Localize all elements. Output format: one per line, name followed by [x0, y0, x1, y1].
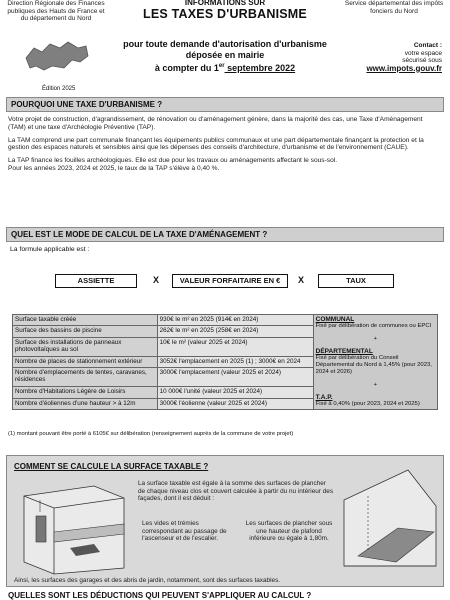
date-post: septembre 2022 [224, 63, 296, 73]
plus-sign: + [373, 382, 378, 389]
formula-box-assiette: ASSIETTE [55, 274, 137, 288]
nord-map-logo [22, 36, 92, 76]
row-label: Nombre d'Habitations Légère de Loisirs [13, 387, 158, 398]
contact-label: Contact : [413, 42, 442, 49]
row-label: Nombre de places de stationnement extérieur [13, 356, 158, 367]
row-value: 930€ le m² en 2025 (914€ en 2024) [157, 315, 313, 326]
issuer-org: Direction Régionale des Finances publiques des Hauts de France et du département du Nord [7, 0, 105, 22]
tax-rates-table [12, 314, 438, 410]
row-label: Surface des installations de panneaux photovoltaïques au sol [13, 337, 158, 356]
date-pre: à compter du 1 [154, 63, 219, 73]
title-top: INFORMATIONS SUR [184, 0, 266, 7]
section-deductions-title: QUELLES SONT LES DÉDUCTIONS QUI PEUVENT S'APPLIQUER AU CALCUL ? [8, 591, 312, 600]
formula-op-2: X [298, 275, 305, 285]
row-value: 262€ le m² en 2025 (258€ en 2024) [157, 326, 313, 337]
why-paragraph-2: La TAM comprend une part communale finançant les équipements publics communaux et une part départementale finançant la protection et la gestion des espaces naturels et sensibles ainsi que les dépenses des conseils d'architecture, d'urbanisme et de l'environnement (CAUE). [8, 136, 424, 152]
contact-site-link[interactable]: www.impots.gouv.fr [366, 63, 442, 73]
section-why-title: POURQUOI UNE TAXE D'URBANISME ? [6, 97, 444, 112]
edition-label: Édition 2025 [42, 86, 76, 92]
contact-block [352, 42, 442, 72]
house-volume-illustration [14, 476, 134, 576]
row-value: 3052€ l'emplacement en 2025 (1) ; 3000€ en 2024 [157, 356, 313, 367]
subtitle-line2: déposée en mairie [185, 50, 265, 60]
formula-op-1: X [153, 275, 160, 285]
surface-footer: Ainsi, les surfaces des garages et des abris de jardin, notamment, sont des surfaces taxables. [14, 577, 281, 584]
formula-box-taux: TAUX [318, 274, 394, 288]
surface-note-left: Les vides et trémies correspondant au passage de l'ascenseur et de l'escalier. [142, 520, 227, 543]
row-value: 3000€ l'éolienne (valeur 2025 et 2024) [157, 398, 313, 409]
formula-label: La formule applicable est : [10, 246, 90, 253]
row-value: 3000€ l'emplacement (valeur 2025 et 2024) [157, 368, 313, 387]
why-paragraph-3a: La TAP finance les fouilles archéologiques. Elle est due pour les travaux ou aménagements affectant le sous-sol. [8, 157, 338, 165]
row-label: Surface taxable créée [13, 315, 158, 326]
section-calc-title: QUEL EST LE MODE DE CALCUL DE LA TAXE D'AMÉNAGEMENT ? [6, 227, 444, 242]
surface-intro: La surface taxable est égale à la somme des surfaces de plancher de chaque niveau clos et couvert calculée à partir du nu intérieur des façades, dont il est déduit : [138, 480, 334, 503]
row-value: 10 000€ l'unité (valeur 2025 et 2024) [157, 387, 313, 398]
dept-heading: DÉPARTEMENTAL [315, 347, 373, 355]
row-value: 10€ le m² (valeur 2025 et 2024) [157, 337, 313, 356]
contact-line2: sécurisé sous [402, 57, 442, 64]
why-paragraph-3b: Pour les années 2023, 2024 et 2025, le taux de la TAP s'élève à 0,40 %. [8, 164, 220, 172]
subtitle-line3 [105, 61, 345, 74]
subtitle-line1: pour toute demande d'autorisation d'urbanisme [123, 39, 327, 49]
service-org: Service départemental des impôts fonciers du Nord [344, 0, 444, 15]
row-label: Surface des bassins de piscine [13, 326, 158, 337]
contact-line1: votre espace [404, 49, 442, 57]
row-label: Nombre d'éoliennes d'une hauteur > à 12m [13, 398, 158, 409]
page-title: LES TAXES D'URBANISME [143, 7, 307, 21]
formula-box-valeur: VALEUR FORFAITAIRE EN € [172, 274, 288, 288]
communal-heading: COMMUNAL [315, 316, 355, 323]
plus-sign: + [373, 336, 378, 343]
surface-note-right: Les surfaces de plancher sous une hauteur de plafond inférieure ou égale à 1,80m. [245, 520, 333, 543]
tap-text: Fixé à 0,40% (pour 2023, 2024 et 2025) [315, 400, 420, 407]
section-surface-title: COMMENT SE CALCULE LA SURFACE TAXABLE ? [14, 462, 209, 471]
tap-heading: T.A.P. [315, 393, 333, 401]
row-label: Nombre d'emplacements de tentes, caravanes, résidences [13, 368, 158, 387]
dept-text: Fixé par délibération du Conseil Départemental du Nord à 1,45% (pour 2023, 2024 et 2026) [315, 354, 432, 376]
table-footnote: (1) montant pouvant être porté à 6105€ sur délibération (renseignement auprès de la commune de votre projet) [8, 431, 294, 437]
attic-height-illustration [338, 466, 442, 578]
why-paragraph-1: Votre projet de construction, d'agrandissement, de rénovation ou d'aménagement génère, dans la majorité des cas, une Taxe d'Aménagement (TAM) et une taxe d'Archéologie Préventive (TAP). [8, 116, 423, 131]
date-sup: er [218, 63, 225, 69]
section-why-body [8, 116, 440, 173]
rates-side-panel [313, 315, 437, 410]
communal-text: Fixé par délibération de communes ou EPCI [315, 323, 432, 330]
subtitle [105, 39, 345, 74]
table-row [13, 315, 438, 326]
